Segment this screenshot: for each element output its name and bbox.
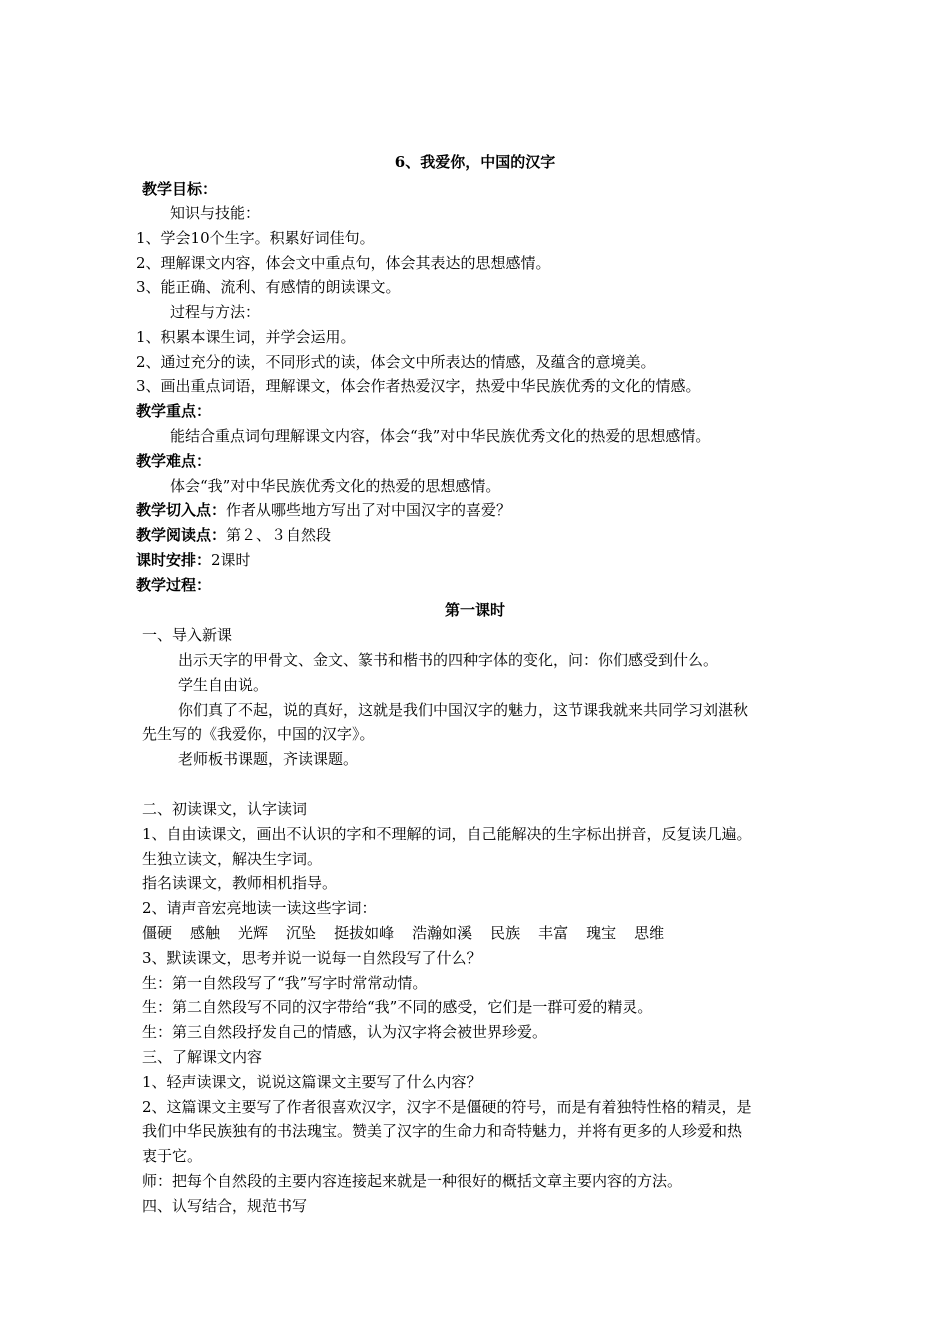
vocab-word: 丰富 [538,924,569,942]
vocab-word: 光辉 [238,924,269,942]
document-title: 6、我爱你，中国的汉字 [394,153,556,171]
entry-point [136,500,511,520]
schedule-text: 2课时 [211,551,251,569]
vocab-word: 思维 [634,924,665,942]
reading-point-text: 第２、３自然段 [226,526,332,544]
vocab-word: 感触 [190,924,221,942]
section2-line: 生：第二自然段写不同的汉字带给“我”不同的感受，它们是一群可爱的精灵。 [142,998,653,1016]
vocab-word: 民族 [490,924,521,942]
section1-heading: 一、导入新课 [142,626,233,644]
section3-line: 我们中华民族独有的书法瑰宝。赞美了汉字的生命力和奇特魅力，并将有更多的人珍爱和热 [142,1122,743,1140]
vocab-word: 瑰宝 [586,924,617,942]
process-item: 1、积累本课生词，并学会运用。 [136,328,356,346]
process-item: 3、画出重点词语，理解课文，体会作者热爱汉字，热爱中华民族优秀的文化的情感。 [136,377,701,395]
vocab-list [142,923,664,943]
section3-heading: 三、了解课文内容 [142,1048,263,1066]
objectives-heading: 教学目标： [142,180,218,198]
entry-point-text: 作者从哪些地方写出了对中国汉字的喜爱？ [226,501,512,519]
section1-paragraph: 老师板书课题，齐读课题。 [178,750,359,768]
vocab-word: 沉坠 [286,924,317,942]
reading-point [136,525,331,545]
difficulty-text: 体会“我”对中华民族优秀文化的热爱的思想感情。 [170,477,501,495]
section2-line: 指名读课文，教师相机指导。 [142,874,338,892]
process-heading: 教学过程： [136,576,212,594]
reading-point-label: 教学阅读点： [136,526,227,544]
section4-heading: 四、认写结合，规范书写 [142,1197,308,1215]
section2-heading: 二、初读课文，认字读词 [142,800,308,818]
section3-line: 2、这篇课文主要写了作者很喜欢汉字，汉字不是僵硬的符号，而是有着独特性格的精灵，是 [142,1098,752,1116]
schedule [136,550,251,570]
difficulty-heading: 教学难点： [136,452,212,470]
section2-line: 3、默读课文，思考并说一说每一自然段写了什么？ [142,949,482,967]
section2-line: 1、自由读课文，画出不认识的字和不理解的词，自己能解决的生字标出拼音，反复读几遍。 [142,825,752,843]
section1-paragraph: 你们真了不起，说的真好，这就是我们中国汉字的魅力，这节课我就来共同学习刘湛秋 [178,701,749,719]
section1-paragraph-cont: 先生写的《我爱你，中国的汉字》。 [142,725,375,743]
lesson-title: 第一课时 [444,601,505,619]
section3-line: 师：把每个自然段的主要内容连接起来就是一种很好的概括文章主要内容的方法。 [142,1172,683,1190]
section2-line: 2、请声音宏亮地读一读这些字词： [142,899,377,917]
entry-point-label: 教学切入点： [136,501,227,519]
vocab-word: 僵硬 [142,924,173,942]
key-point-heading: 教学重点： [136,402,212,420]
schedule-label: 课时安排： [136,551,212,569]
section3-line: 衷于它。 [142,1147,203,1165]
knowledge-item: 3、能正确、流利、有感情的朗读课文。 [136,278,401,296]
vocab-word: 浩瀚如溪 [412,924,473,942]
knowledge-item: 2、理解课文内容，体会文中重点句，体会其表达的思想感情。 [136,254,551,272]
section2-line: 生：第一自然段写了“我”写字时常常动情。 [142,974,428,992]
vocab-word: 挺拔如峰 [334,924,395,942]
process-method-heading: 过程与方法： [170,303,261,321]
process-item: 2、通过充分的读，不同形式的读，体会文中所表达的情感，及蕴含的意境美。 [136,353,656,371]
key-point-text: 能结合重点词句理解课文内容，体会“我”对中华民族优秀文化的热爱的思想感情。 [170,427,711,445]
section1-paragraph: 学生自由说。 [178,676,269,694]
knowledge-heading: 知识与技能： [170,204,261,222]
section3-line: 1、轻声读课文，说说这篇课文主要写了什么内容？ [142,1073,482,1091]
knowledge-item: 1、学会10个生字。积累好词佳句。 [136,229,375,247]
section2-line: 生独立读文，解决生字词。 [142,850,323,868]
section2-line: 生：第三自然段抒发自己的情感，认为汉字将会被世界珍爱。 [142,1023,548,1041]
section1-paragraph: 出示天字的甲骨文、金文、篆书和楷书的四种字体的变化，问：你们感受到什么。 [178,651,719,669]
